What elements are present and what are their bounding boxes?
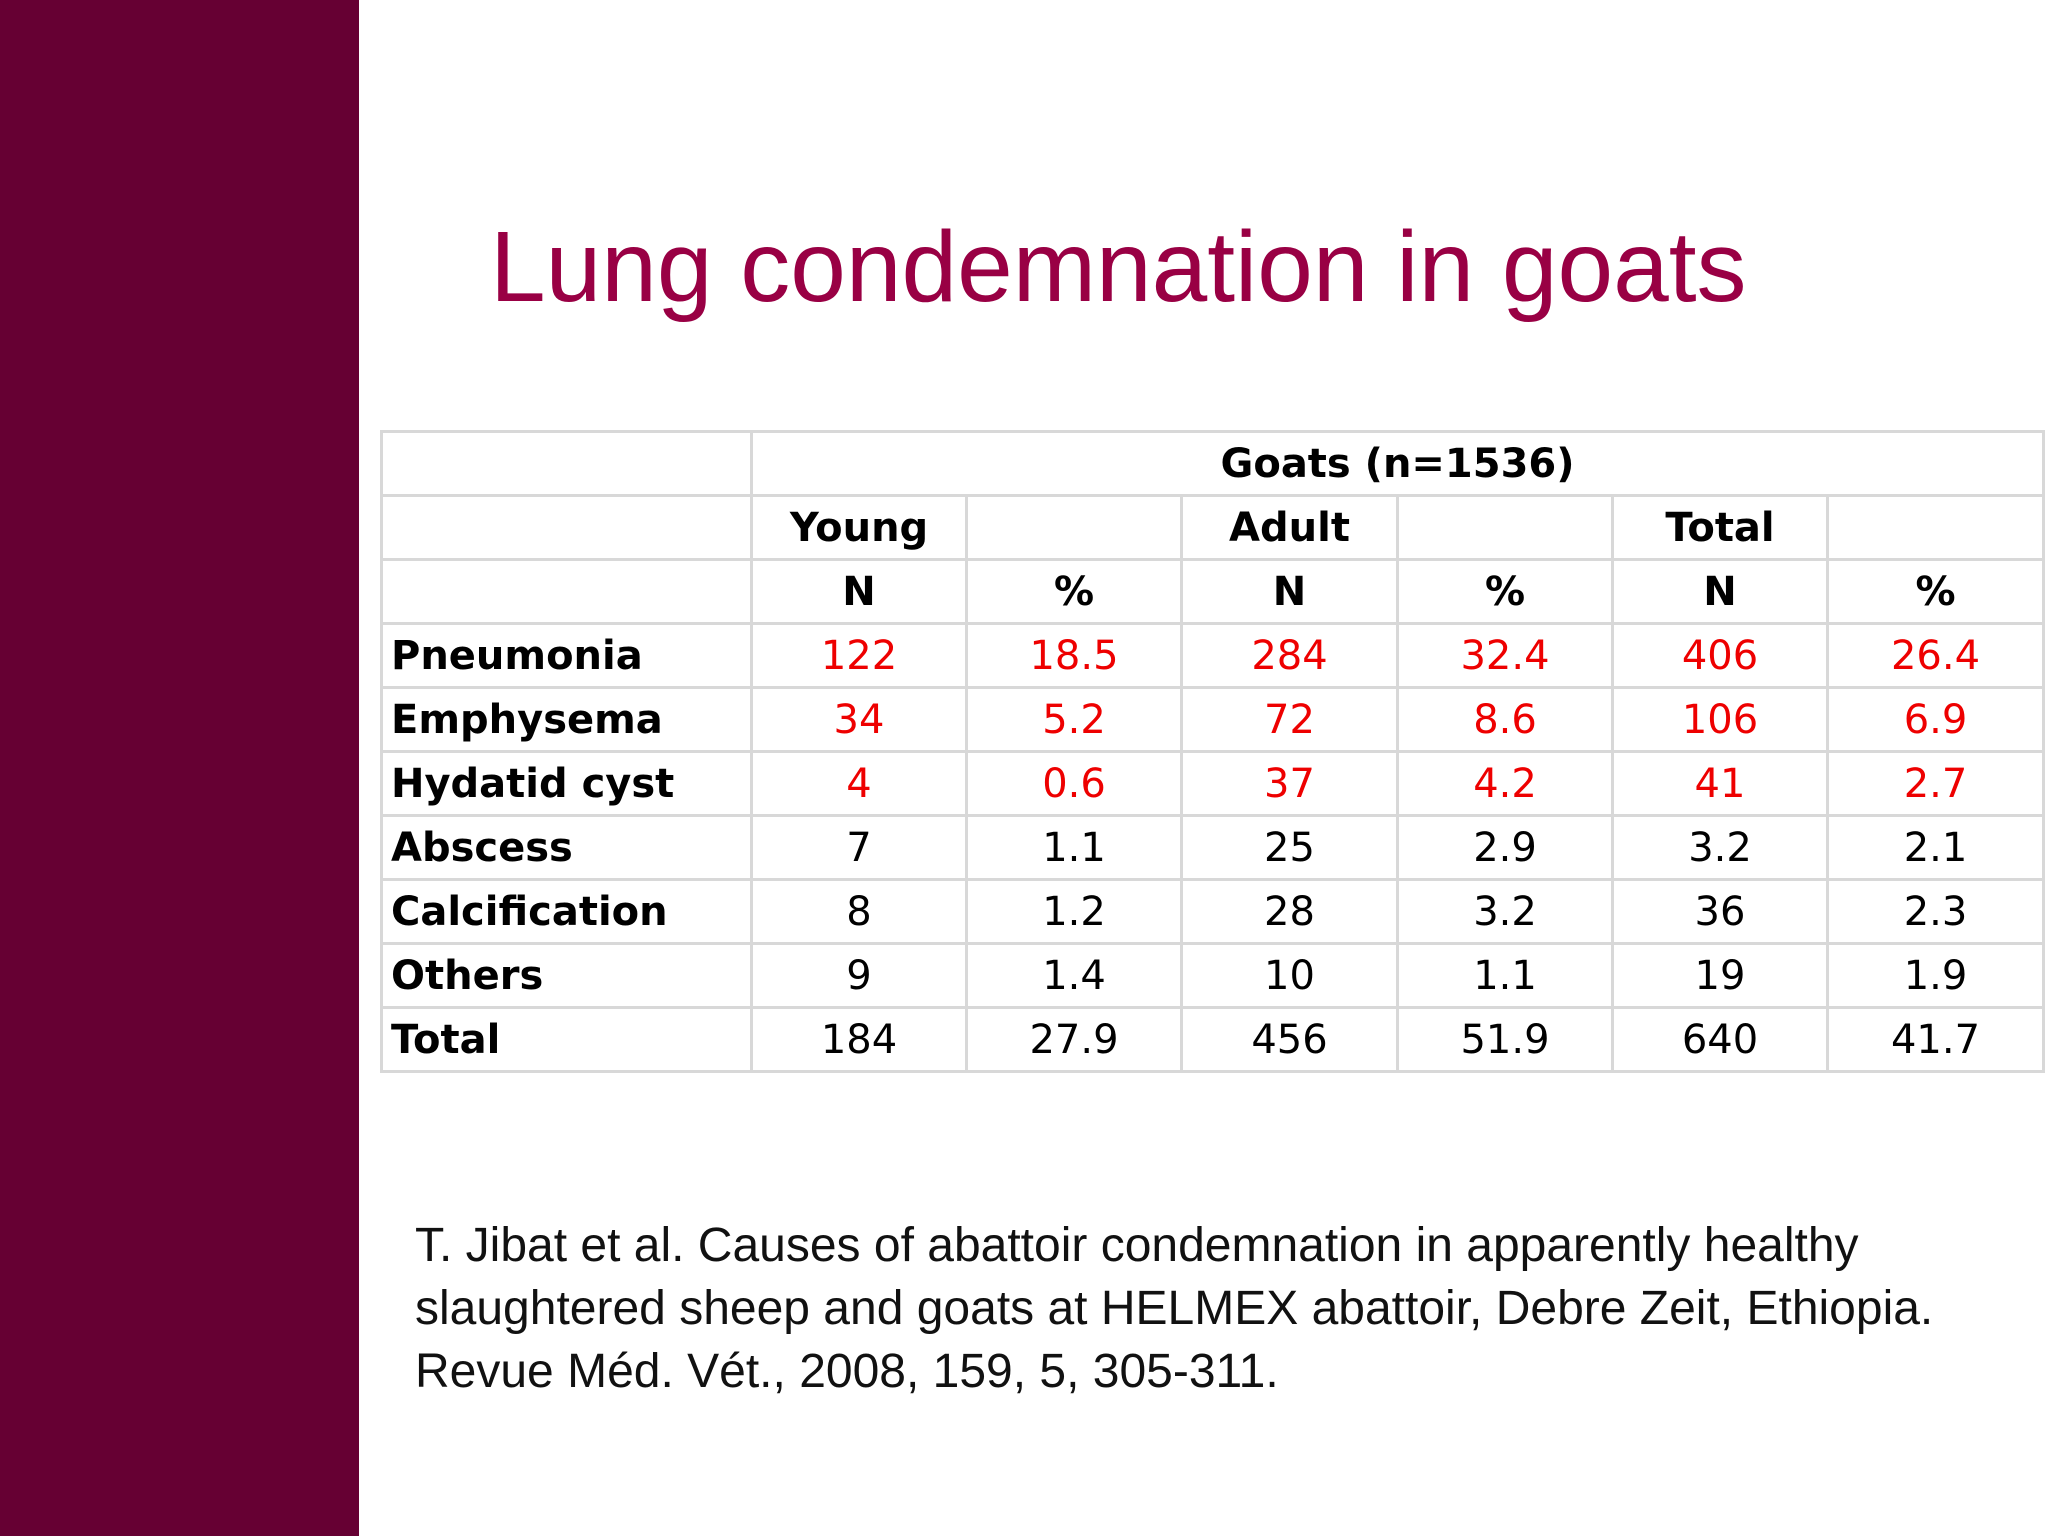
row-label: Others [382, 944, 752, 1008]
table-row-calcification [382, 880, 2044, 944]
table-row-others [382, 944, 2044, 1008]
cell-total-percent: 2.3 [1828, 880, 2044, 944]
row-label: Calcification [382, 880, 752, 944]
cell-young-n: 9 [752, 944, 967, 1008]
row-label: Abscess [382, 816, 752, 880]
cell-young-n: 7 [752, 816, 967, 880]
cell-young-percent: 5.2 [967, 688, 1182, 752]
cell-adult-percent: 8.6 [1398, 688, 1613, 752]
table-row-total [382, 1008, 2044, 1072]
cell-total-n: 36 [1613, 880, 1828, 944]
age-header-blank [967, 496, 1182, 560]
condemnation-table [380, 430, 2045, 1073]
age-header-row [382, 496, 2044, 560]
age-header-blank [1398, 496, 1613, 560]
cell-total-percent: 1.9 [1828, 944, 2044, 1008]
cell-young-n: 8 [752, 880, 967, 944]
cell-adult-n: 37 [1182, 752, 1398, 816]
row-label: Pneumonia [382, 624, 752, 688]
sub-header-n: N [1613, 560, 1828, 624]
cell-adult-percent: 3.2 [1398, 880, 1613, 944]
cell-young-n: 4 [752, 752, 967, 816]
cell-young-percent: 1.2 [967, 880, 1182, 944]
cell-adult-n: 284 [1182, 624, 1398, 688]
table-row-emphysema [382, 688, 2044, 752]
sub-header-percent: % [1828, 560, 2044, 624]
slide-title: Lung condemnation in goats [490, 211, 1747, 323]
empty-corner-cell [382, 560, 752, 624]
cell-young-n: 34 [752, 688, 967, 752]
empty-corner-cell [382, 432, 752, 496]
cell-young-percent: 18.5 [967, 624, 1182, 688]
empty-corner-cell [382, 496, 752, 560]
cell-young-percent: 1.4 [967, 944, 1182, 1008]
age-header-total: Total [1613, 496, 1828, 560]
cell-young-n: 184 [752, 1008, 967, 1072]
cell-adult-n: 456 [1182, 1008, 1398, 1072]
sub-header-n: N [1182, 560, 1398, 624]
cell-total-percent: 2.1 [1828, 816, 2044, 880]
cell-total-percent: 6.9 [1828, 688, 2044, 752]
age-header-blank [1828, 496, 2044, 560]
cell-total-n: 640 [1613, 1008, 1828, 1072]
cell-young-percent: 0.6 [967, 752, 1182, 816]
citation-text: T. Jibat et al. Causes of abattoir condemnation in apparently healthy slaughtered sheep and goats at HELMEX abattoir, Debre Zeit, Ethiopia. Revue Méd. Vét., 2008, 159, 5, 305-311. [415, 1219, 1934, 1398]
cell-young-percent: 27.9 [967, 1008, 1182, 1072]
age-header-adult: Adult [1182, 496, 1398, 560]
table-row-pneumonia [382, 624, 2044, 688]
group-header: Goats (n=1536) [752, 432, 2044, 496]
group-header-row [382, 432, 2044, 496]
cell-adult-percent: 2.9 [1398, 816, 1613, 880]
cell-adult-n: 10 [1182, 944, 1398, 1008]
row-label: Total [382, 1008, 752, 1072]
table-row-abscess [382, 816, 2044, 880]
cell-adult-percent: 51.9 [1398, 1008, 1613, 1072]
row-label: Hydatid cyst [382, 752, 752, 816]
cell-total-percent: 2.7 [1828, 752, 2044, 816]
cell-adult-n: 28 [1182, 880, 1398, 944]
cell-total-percent: 41.7 [1828, 1008, 2044, 1072]
sub-header-n: N [752, 560, 967, 624]
table-row-hydatid-cyst [382, 752, 2044, 816]
cell-total-n: 41 [1613, 752, 1828, 816]
cell-total-n: 19 [1613, 944, 1828, 1008]
cell-adult-n: 72 [1182, 688, 1398, 752]
row-label: Emphysema [382, 688, 752, 752]
cell-adult-n: 25 [1182, 816, 1398, 880]
cell-total-n: 406 [1613, 624, 1828, 688]
cell-total-n: 106 [1613, 688, 1828, 752]
cell-adult-percent: 32.4 [1398, 624, 1613, 688]
age-header-young: Young [752, 496, 967, 560]
cell-young-percent: 1.1 [967, 816, 1182, 880]
sub-header-percent: % [967, 560, 1182, 624]
cell-total-percent: 26.4 [1828, 624, 2044, 688]
cell-total-n: 3.2 [1613, 816, 1828, 880]
sub-header-row [382, 560, 2044, 624]
cell-adult-percent: 4.2 [1398, 752, 1613, 816]
cell-young-n: 122 [752, 624, 967, 688]
sub-header-percent: % [1398, 560, 1613, 624]
cell-adult-percent: 1.1 [1398, 944, 1613, 1008]
sidebar-band [0, 0, 359, 1536]
